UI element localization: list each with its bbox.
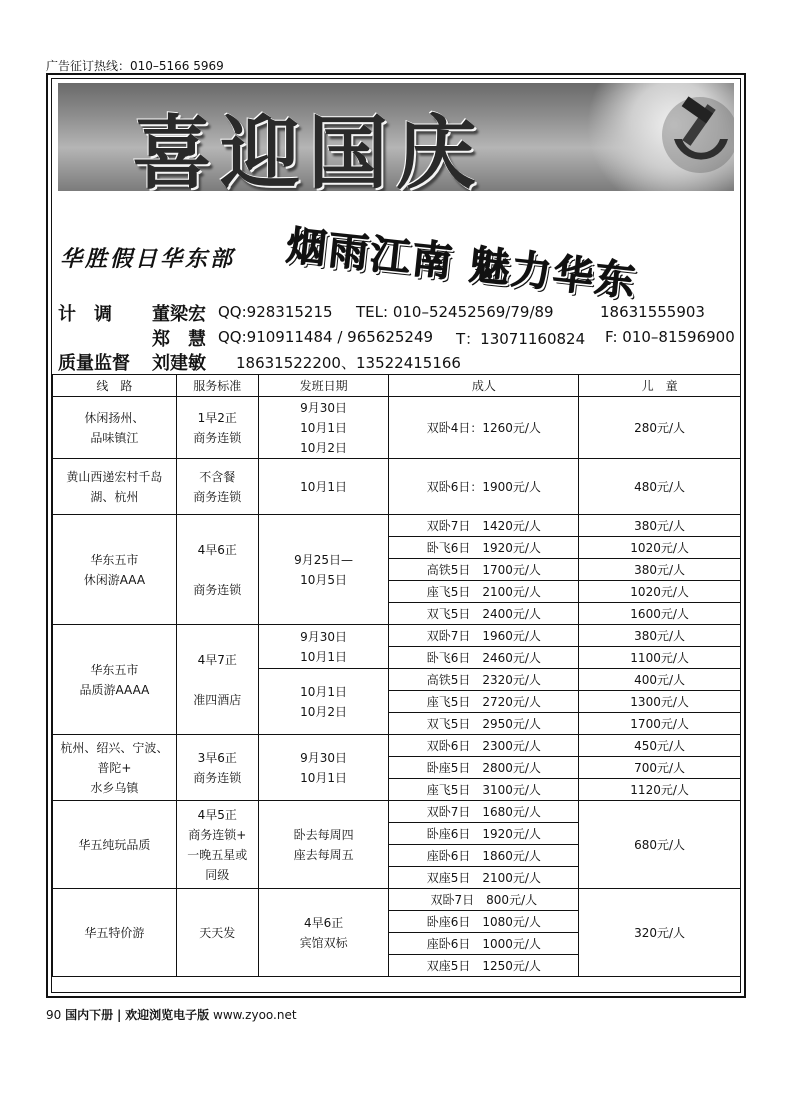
child-price-cell: 380元/人: [579, 625, 741, 647]
coord2-name: 郑 慧: [152, 329, 206, 350]
adult-price-cell: 双飞5日 2950元/人: [389, 713, 579, 735]
child-price-cell: 400元/人: [579, 669, 741, 691]
coord1-tel: TEL: 010–52452569/79/89: [356, 303, 554, 321]
adult-price-cell: 卧座6日 1080元/人: [389, 911, 579, 933]
child-price-cell: 1100元/人: [579, 647, 741, 669]
adult-price-cell: 双卧7日 1420元/人: [389, 515, 579, 537]
adult-price-cell: 高铁5日 1700元/人: [389, 559, 579, 581]
col-header-dates: 发班日期: [258, 375, 389, 397]
section-name: 国内下册: [65, 1008, 114, 1022]
adult-price-cell: 双飞5日 2400元/人: [389, 603, 579, 625]
coord2-tel: T：13071160824: [456, 330, 586, 348]
coord1-name: 董梁宏: [152, 304, 206, 325]
quality-name: 刘建敏: [152, 353, 206, 374]
quality-label: 质量监督: [58, 353, 130, 374]
slogan: 烟雨江南 魅力华东: [284, 222, 640, 306]
dates-cell: 9月30日 10月1日 10月2日: [258, 397, 389, 459]
service-cell: 3早6正 商务连锁: [176, 735, 258, 801]
dates-cell: 卧去每周四 座去每周五: [258, 801, 389, 889]
table-row: [53, 889, 741, 911]
col-header-adult: 成人: [389, 375, 579, 397]
dates-cell: 10月1日: [258, 459, 389, 515]
table-row: [53, 625, 741, 647]
adult-price-cell: 卧飞6日 1920元/人: [389, 537, 579, 559]
dates-cell: 9月30日 10月1日: [258, 735, 389, 801]
route-cell: 黄山西递宏村千岛 湖、杭州: [53, 459, 177, 515]
adult-price-cell: 座飞5日 2720元/人: [389, 691, 579, 713]
adult-price-cell: 双卧7日 1680元/人: [389, 801, 579, 823]
table-header-row: [53, 375, 741, 397]
adult-price-cell: 双座5日 1250元/人: [389, 955, 579, 977]
service-cell: 不含餐 商务连锁: [176, 459, 258, 515]
child-price-cell: 1020元/人: [579, 581, 741, 603]
child-price-cell: 680元/人: [579, 801, 741, 889]
adult-price-cell: 卧飞6日 2460元/人: [389, 647, 579, 669]
dates-cell: 9月30日 10月1日: [258, 625, 389, 669]
quality-phones: 18631522200、13522415166: [236, 354, 461, 372]
adult-price-cell: 双卧4日：1260元/人: [389, 397, 579, 459]
dates-cell: 4早6正 宾馆双标: [258, 889, 389, 977]
table-row: [53, 515, 741, 537]
child-price-cell: 280元/人: [579, 397, 741, 459]
route-cell: 杭州、绍兴、宁波、 普陀+ 水乡乌镇: [53, 735, 177, 801]
child-price-cell: 700元/人: [579, 757, 741, 779]
adult-price-cell: 高铁5日 2320元/人: [389, 669, 579, 691]
child-price-cell: 1120元/人: [579, 779, 741, 801]
route-price-table: [52, 374, 741, 977]
adult-price-cell: 座卧6日 1000元/人: [389, 933, 579, 955]
route-cell: 华五特价游: [53, 889, 177, 977]
route-cell: 休闲扬州、 品味镇江: [53, 397, 177, 459]
coord1-qq: QQ:928315215: [218, 303, 333, 321]
adult-price-cell: 双座5日 2100元/人: [389, 867, 579, 889]
route-cell: 华东五市 品质游AAAA: [53, 625, 177, 735]
coord1-mobile: 18631555903: [600, 303, 705, 321]
dates-cell: 9月25日— 10月5日: [258, 515, 389, 625]
service-cell: 天天发: [176, 889, 258, 977]
banner-title: 喜迎国庆: [132, 106, 484, 191]
child-price-cell: 380元/人: [579, 515, 741, 537]
coord2-qq: QQ:910911484 / 965625249: [218, 328, 434, 346]
child-price-cell: 1020元/人: [579, 537, 741, 559]
col-header-service: 服务标准: [176, 375, 258, 397]
child-price-cell: 1700元/人: [579, 713, 741, 735]
route-cell: 华五纯玩品质: [53, 801, 177, 889]
service-cell: 1早2正 商务连锁: [176, 397, 258, 459]
table-row: [53, 459, 741, 515]
table-row: [53, 397, 741, 459]
brand-name: 华胜假日华东部: [60, 247, 236, 272]
coord2-fax: F: 010–81596900: [605, 328, 735, 346]
adult-price-cell: 双卧7日 800元/人: [389, 889, 579, 911]
child-price-cell: 450元/人: [579, 735, 741, 757]
adult-price-cell: 座卧6日 1860元/人: [389, 845, 579, 867]
child-price-cell: 1600元/人: [579, 603, 741, 625]
hammer-sickle-emblem-icon: [658, 93, 734, 177]
adult-price-cell: 双卧6日 2300元/人: [389, 735, 579, 757]
adult-price-cell: 双卧7日 1960元/人: [389, 625, 579, 647]
ad-hotline: 广告征订热线：010–5166 5969: [46, 59, 224, 73]
adult-price-cell: 卧座6日 1920元/人: [389, 823, 579, 845]
page-footer: [46, 1006, 297, 1023]
col-header-route: 线 路: [53, 375, 177, 397]
adult-price-cell: 座飞5日 2100元/人: [389, 581, 579, 603]
child-price-cell: 1300元/人: [579, 691, 741, 713]
footer-url[interactable]: www.zyoo.net: [213, 1008, 297, 1022]
page-number: 90: [46, 1008, 62, 1022]
footer-divider: |: [116, 1008, 122, 1022]
table-row: [53, 801, 741, 823]
service-cell: 4早6正 商务连锁: [176, 515, 258, 625]
service-cell: 4早5正 商务连锁+ 一晚五星或 同级: [176, 801, 258, 889]
adult-price-cell: 卧座5日 2800元/人: [389, 757, 579, 779]
table-row: [53, 735, 741, 757]
coord-label: 计 调: [58, 304, 112, 325]
adult-price-cell: 座飞5日 3100元/人: [389, 779, 579, 801]
child-price-cell: 480元/人: [579, 459, 741, 515]
service-cell: 4早7正 准四酒店: [176, 625, 258, 735]
route-cell: 华东五市 休闲游AAA: [53, 515, 177, 625]
dates-cell: 10月1日 10月2日: [258, 669, 389, 735]
child-price-cell: 380元/人: [579, 559, 741, 581]
adult-price-cell: 双卧6日：1900元/人: [389, 459, 579, 515]
col-header-child: 儿 童: [579, 375, 741, 397]
child-price-cell: 320元/人: [579, 889, 741, 977]
banner: [58, 83, 734, 191]
footer-promo: 欢迎浏览电子版: [125, 1008, 210, 1022]
